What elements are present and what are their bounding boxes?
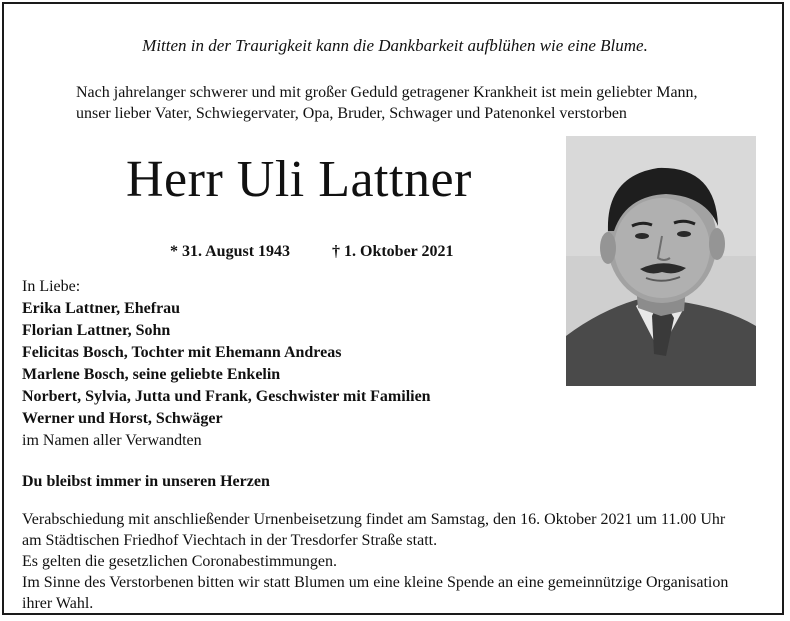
mourners-opening: In Liebe: — [22, 278, 81, 295]
mourner-name: Florian Lattner, Sohn — [22, 322, 171, 339]
mourner-name: Werner und Horst, Schwäger — [22, 410, 223, 427]
notice-line: am Städtischen Friedhof Viechtach in der Tresdorfer Straße statt. — [22, 532, 438, 549]
mourner-name: Felicitas Bosch, Tochter mit Ehemann Andreas — [22, 344, 342, 361]
notice-line: ihrer Wahl. — [22, 595, 94, 612]
mourner-name: Norbert, Sylvia, Jutta und Frank, Geschwister mit Familien — [22, 388, 431, 405]
mourner-name: Erika Lattner, Ehefrau — [22, 300, 181, 317]
death-date: † 1. Oktober 2021 — [332, 243, 454, 260]
intro-line: unser lieber Vater, Schwiegervater, Opa, Bruder, Schwager und Patenonkel verstorben — [76, 105, 627, 122]
portrait-photo — [566, 136, 756, 386]
intro-text — [76, 82, 756, 124]
notice-line: Verabschiedung mit anschließender Urnenbeisetzung findet am Samstag, den 16. Oktober 2021 um 11.00 Uhr — [22, 511, 726, 528]
intro-line: Nach jahrelanger schwerer und mit großer Geduld getragener Krankheit ist mein geliebter Mann, — [76, 84, 698, 101]
notice-line: Es gelten die gesetzlichen Coronabestimmungen. — [22, 553, 338, 570]
deceased-name: Herr Uli Lattner — [126, 151, 472, 208]
mourner-name: Marlene Bosch, seine geliebte Enkelin — [22, 366, 281, 383]
motto: Mitten in der Traurigkeit kann die Dankbarkeit aufblühen wie eine Blume. — [142, 36, 648, 55]
portrait-illustration — [566, 136, 756, 386]
funeral-notice — [22, 509, 772, 614]
mourners-closing: im Namen aller Verwandten — [22, 432, 202, 449]
mourners-list — [22, 276, 431, 452]
birth-date: * 31. August 1943 — [170, 243, 291, 260]
farewell-line: Du bleibst immer in unseren Herzen — [22, 473, 270, 490]
notice-line: Im Sinne des Verstorbenen bitten wir statt Blumen um eine kleine Spende an eine gemeinnützige Organisation — [22, 574, 729, 591]
